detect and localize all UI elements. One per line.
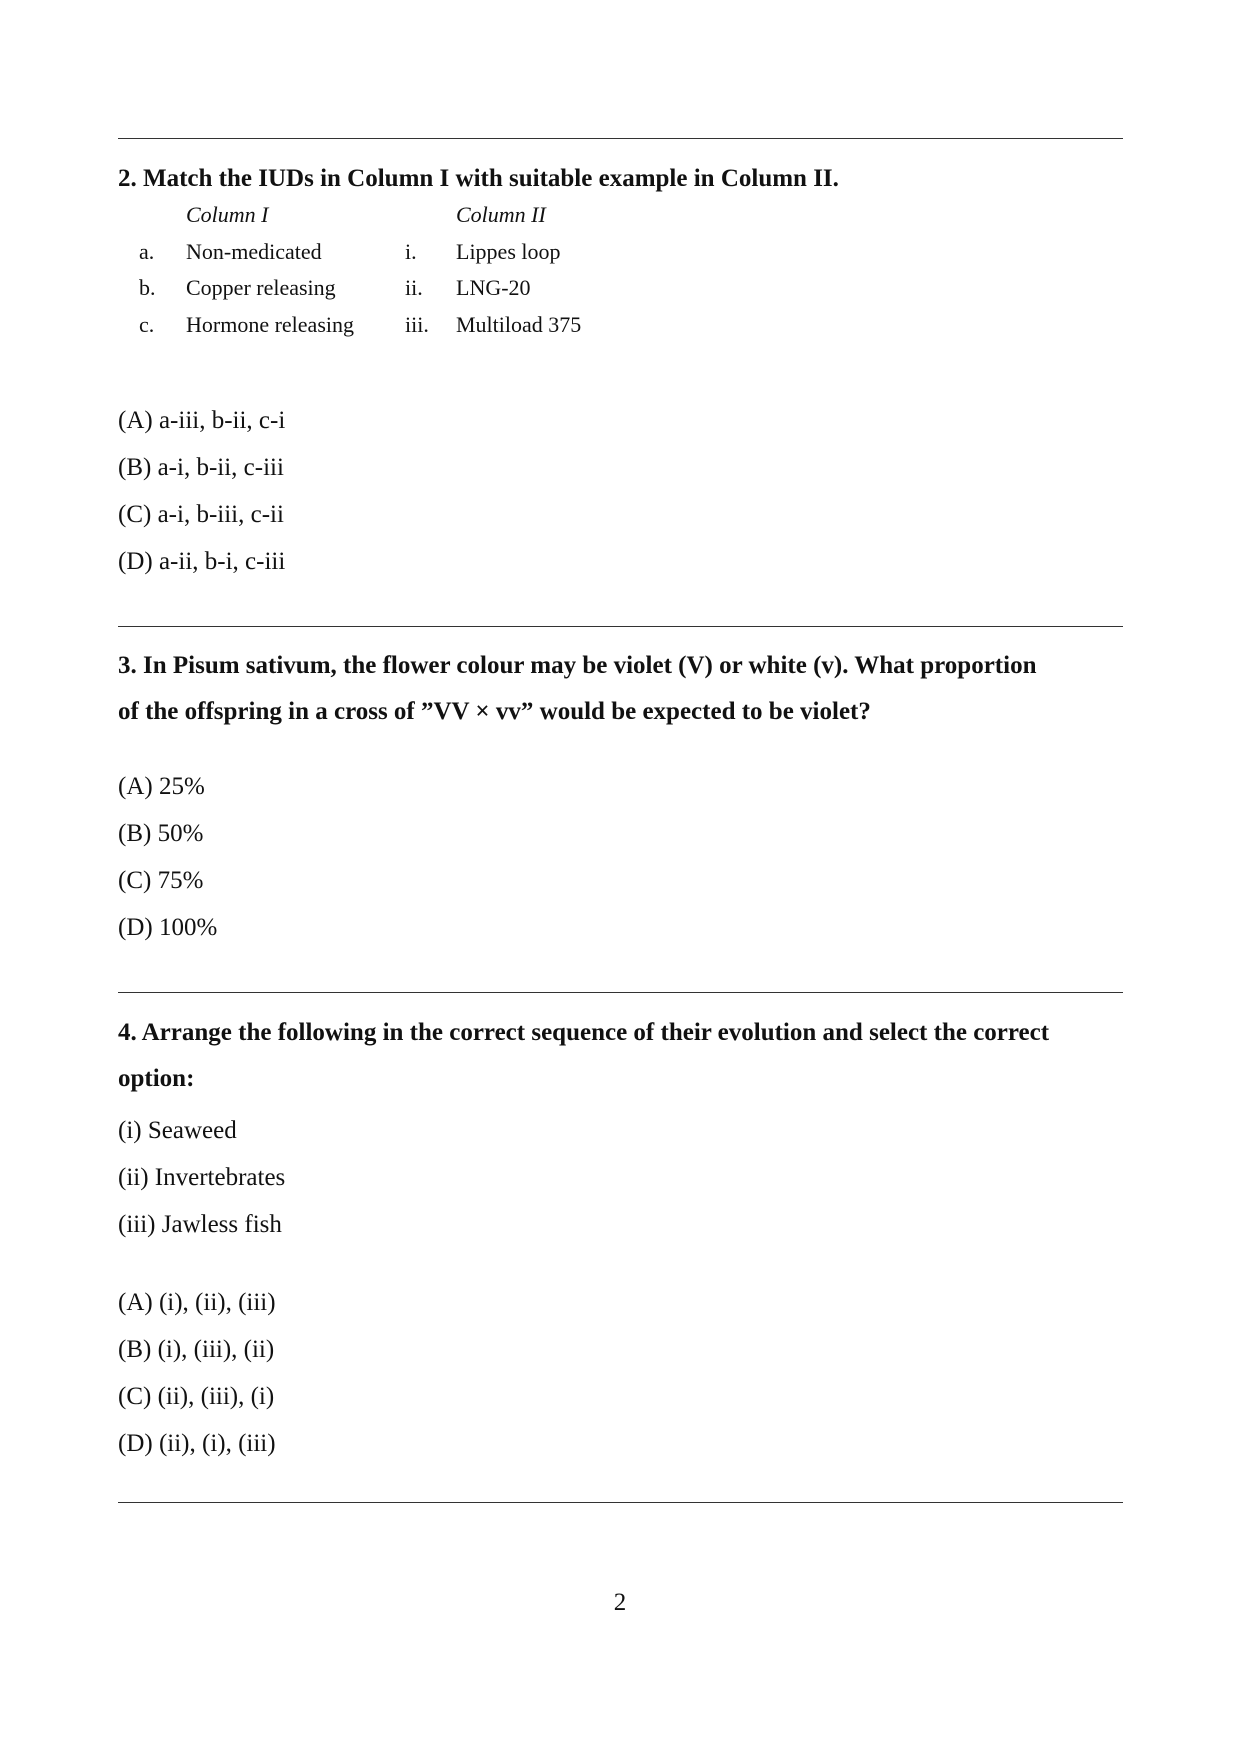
column-2-header: Column II [456,202,546,227]
match-row [0,307,700,343]
page-number-container [0,1588,1240,1618]
divider-top [118,138,1123,139]
question-4-options [118,1279,276,1467]
option-c: (C) a-i, b-iii, c-ii [118,501,284,528]
row-example: Lippes loop [456,239,561,264]
row-example: LNG-20 [456,275,531,300]
option-a: (A) (i), (ii), (iii) [118,1289,276,1316]
sequence-item: (iii) Jawless fish [118,1211,282,1238]
row-item: Non-medicated [186,239,322,264]
row-item: Hormone releasing [186,312,354,337]
question-4-line-1: 4. Arrange the following in the correct sequence of their evolution and select the correct [118,1019,1050,1046]
option-a: (A) 25% [118,773,205,800]
divider-q3-q4 [118,992,1123,993]
option-b: (B) (i), (iii), (ii) [118,1336,275,1363]
sequence-item: (ii) Invertebrates [118,1164,286,1191]
divider-bottom [118,1502,1123,1503]
option-b: (B) 50% [118,820,204,847]
column-1-header: Column I [186,202,269,227]
option-b: (B) a-i, b-ii, c-iii [118,454,284,481]
match-row [0,234,700,270]
question-3-line-1: 3. In Pisum sativum, the flower colour may be violet (V) or white (v). What proportion [118,652,1037,679]
question-4-line-2: option: [118,1065,195,1092]
row-label: b. [139,275,156,300]
option-d: (D) (ii), (i), (iii) [118,1430,276,1457]
question-4-text [118,1010,1128,1102]
option-d: (D) 100% [118,914,218,941]
row-roman: ii. [405,275,423,300]
row-roman: iii. [405,312,429,337]
divider-q2-q3 [118,626,1123,627]
row-roman: i. [405,239,417,264]
page-number: 2 [613,1589,627,1616]
option-a: (A) a-iii, b-ii, c-i [118,407,286,434]
row-label: a. [139,239,155,264]
row-item: Copper releasing [186,275,336,300]
question-2-options [118,397,285,585]
row-label: c. [139,312,155,337]
question-2-text: 2. Match the IUDs in Column I with suitable example in Column II. [118,165,839,192]
question-3-options [118,763,217,951]
row-example: Multiload 375 [456,312,582,337]
option-c: (C) 75% [118,867,204,894]
question-3-text [118,643,1128,735]
option-c: (C) (ii), (iii), (i) [118,1383,275,1410]
question-4-items [118,1107,285,1248]
match-row [0,270,700,306]
question-3-line-2: of the offspring in a cross of ”VV × vv” would be expected to be violet? [118,698,871,725]
option-d: (D) a-ii, b-i, c-iii [118,548,286,575]
sequence-item: (i) Seaweed [118,1117,237,1144]
